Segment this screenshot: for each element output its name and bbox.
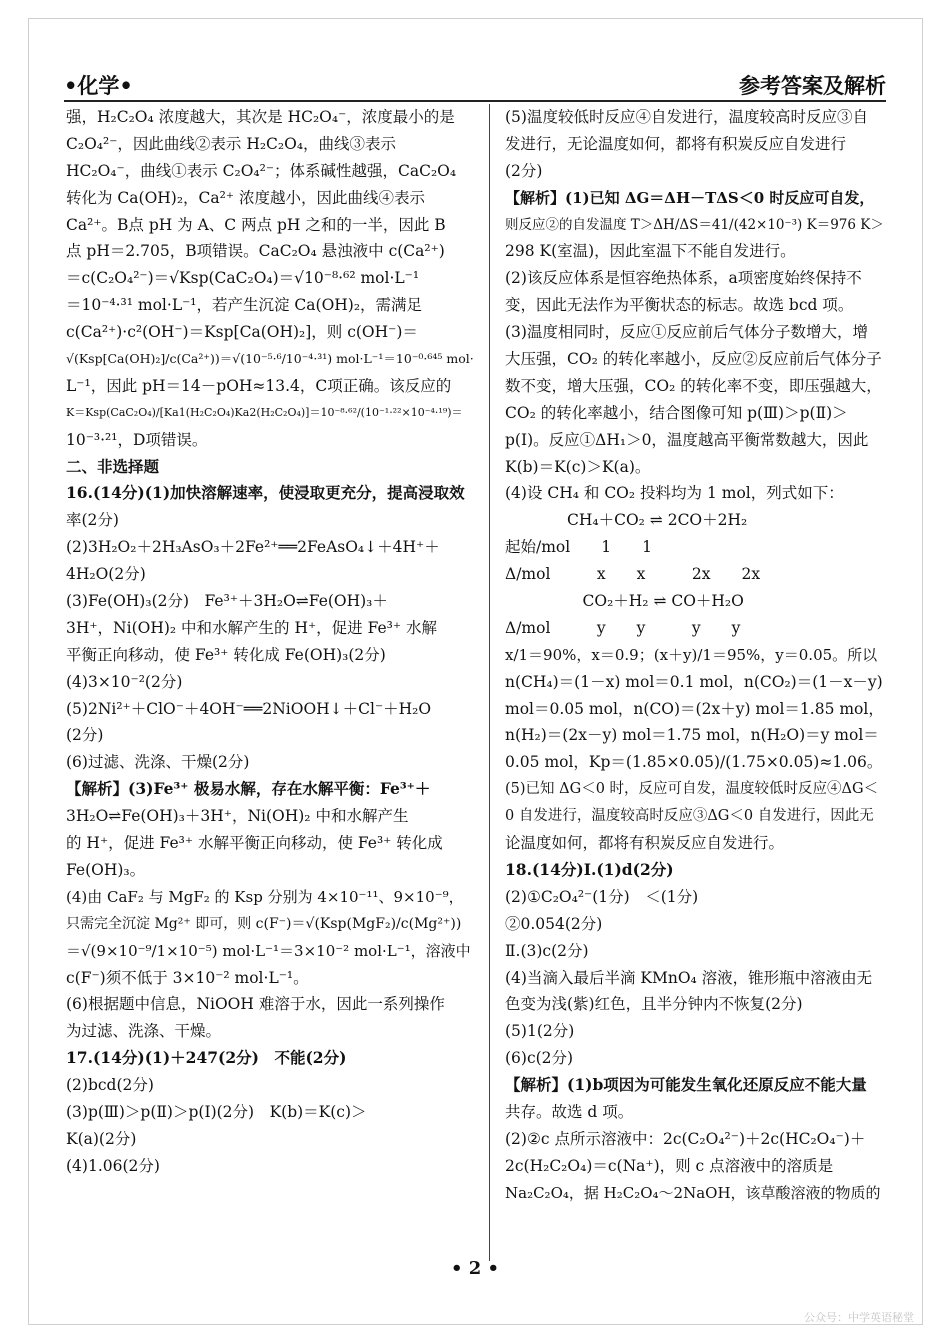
text-line: 2c(H₂C₂O₄)＝c(Na⁺)，则 c 点溶液中的溶质是 [505,1156,834,1175]
text-line: (5)2Ni²⁺＋ClO⁻＋4OH⁻══2NiOOH↓＋Cl⁻＋H₂O [66,699,432,718]
text-line: 3H₂O⇌Fe(OH)₃＋3H⁺，Ni(OH)₂ 中和水解产生 [66,807,409,826]
text-line: p(Ⅰ)。反应①ΔH₁＞0，温度越高平衡常数越大，因此 [505,430,869,449]
text-line: (2分) [505,161,543,180]
text-line: Δ/mol x x 2x 2x [505,565,761,584]
text-line: 10⁻³·²¹，D项错误。 [66,430,208,449]
text-line: L⁻¹，因此 pH＝14－pOH≈13.4，C项正确。该反应的 [66,376,452,395]
watermark: 公众号：中学英语秘堂 [804,1311,914,1324]
page-header [64,66,886,102]
text-line: c(Ca²⁺)·c²(OH⁻)＝Ksp[Ca(OH)₂]，则 c(OH⁻)＝ [66,323,418,342]
text-line: 共存。故选 d 项。 [505,1102,634,1121]
text-line: √(Ksp[Ca(OH)₂]/c(Ca²⁺))＝√(10⁻⁵·⁶/10⁻⁴·³¹) mol·L⁻¹＝10⁻⁰·⁶⁴⁵ mol· [66,351,474,367]
text-line: CH₄＋CO₂ ⇌ 2CO＋2H₂ [505,511,748,530]
text-line: K(b)＝K(c)＞K(a)。 [505,457,651,476]
text-line: CO₂＋H₂ ⇌ CO＋H₂O [505,592,744,611]
text-line: (3)温度相同时，反应①反应前后气体分子数增大，增 [505,323,868,342]
text-line: n(CH₄)＝(1－x) mol＝0.1 mol，n(CO₂)＝(1－x－y) [505,672,883,691]
text-line: 则反应②的自发温度 T＞ΔH/ΔS＝41/(42×10⁻³) K＝976 K＞ [505,216,884,233]
text-line: (2)该反应体系是恒容绝热体系，a项密度始终保持不 [505,269,862,288]
text-line: 平衡正向移动，使 Fe³⁺ 转化成 Fe(OH)₃(2分) [66,645,386,664]
text-line: CO₂ 的转化率越小，结合图像可知 p(Ⅲ)＞p(Ⅱ)＞ [505,403,848,422]
text-line: (2)3H₂O₂＋2H₃AsO₃＋2Fe²⁺══2FeAsO₄↓＋4H⁺＋ [66,538,440,557]
text-line: (3)Fe(OH)₃(2分) Fe³⁺＋3H₂O⇌Fe(OH)₃＋ [66,592,388,611]
text-line: 发进行，无论温度如何，都将有积炭反应自发进行 [505,134,847,153]
text-line: ＝10⁻⁴·³¹ mol·L⁻¹，若产生沉淀 Ca(OH)₂，需满足 [66,296,423,315]
text-line: 率(2分) [66,511,119,530]
text-line: (4)设 CH₄ 和 CO₂ 投料均为 1 mol，列式如下： [505,484,844,503]
text-line: Δ/mol y y y y [505,618,741,637]
text-line: (2)②c 点所示溶液中：2c(C₂O₄²⁻)＋2c(HC₂O₄⁻)＋ [505,1129,866,1148]
text-line: (2分) [66,726,104,745]
text-line: ②0.054(2分) [505,914,603,933]
text-line: n(H₂)＝(2x－y) mol＝1.75 mol，n(H₂O)＝y mol＝ [505,726,879,745]
text-line: HC₂O₄⁻，曲线①表示 C₂O₄²⁻；体系碱性越强，CaC₂O₄ [66,161,457,180]
text-line: 点 pH＝2.705，B项错误。CaC₂O₄ 悬浊液中 c(Ca²⁺) [66,242,445,261]
text-line: 3H⁺，Ni(OH)₂ 中和水解产生的 H⁺，促进 Fe³⁺ 水解 [66,618,437,637]
text-line: Ⅱ.(3)c(2分) [505,941,589,960]
text-line: c(F⁻)须不低于 3×10⁻² mol·L⁻¹。 [66,968,309,987]
right-column [505,104,885,1207]
text-line: (3)p(Ⅲ)＞p(Ⅱ)＞p(Ⅰ)(2分) K(b)＝K(c)＞ [66,1102,367,1121]
text-line: 【解析】(1)b项因为可能发生氧化还原反应不能大量 [505,1075,867,1095]
text-line: 数不变，增大压强，CO₂ 的转化率不变，即压强越大， [505,376,882,395]
text-line: (5)1(2分) [505,1022,575,1041]
text-line: (2)bcd(2分) [66,1076,154,1095]
text-line: 只需完全沉淀 Mg²⁺ 即可，则 c(F⁻)＝√(Ksp(MgF₂)/c(Mg²⁺)) [66,915,462,932]
text-line: x/1＝90%，x＝0.9；(x＋y)/1＝95%，y＝0.05。所以 [505,645,878,664]
text-line: ＝√(9×10⁻⁹/1×10⁻⁵) mol·L⁻¹＝3×10⁻² mol·L⁻¹，溶液中 [66,941,471,960]
text-line: 18.(14分)Ⅰ.(1)d(2分) [505,859,674,879]
text-line: 转化为 Ca(OH)₂，Ca²⁺ 浓度越小，因此曲线④表示 [66,188,425,207]
text-line: 【解析】(1)已知 ΔG＝ΔH－TΔS＜0 时反应可自发， [505,188,875,207]
text-line: (4)3×10⁻²(2分) [66,672,183,691]
page-number: • 2 • [450,1258,500,1279]
text-line: 二、非选择题 [66,456,160,476]
text-line: Fe(OH)₃。 [66,860,146,879]
text-line: ＝c(C₂O₄²⁻)＝√Ksp(CaC₂O₄)＝√10⁻⁸·⁶² mol·L⁻¹ [66,269,420,288]
text-line: 17.(14分)(1)＋247(2分) 不能(2分) [66,1048,347,1068]
text-line: 的 H⁺，促进 Fe³⁺ 水解平衡正向移动，使 Fe³⁺ 转化成 [66,834,443,853]
text-line: 变，因此无法作为平衡状态的标志。故选 bcd 项。 [505,296,854,315]
text-line: 【解析】(3)Fe³⁺ 极易水解，存在水解平衡：Fe³⁺＋ [66,779,431,799]
text-line: (4)1.06(2分) [66,1156,160,1175]
column-divider [489,104,490,1261]
text-line: 为过滤、洗涤、干燥。 [66,1022,222,1041]
left-column [66,104,474,1180]
text-line: 4H₂O(2分) [66,565,146,584]
text-line: (6)根据题中信息，NiOOH 难溶于水，因此一系列操作 [66,995,445,1014]
text-line: 298 K(室温)，因此室温下不能自发进行。 [505,242,796,261]
text-line: 色变为浅(紫)红色，且半分钟内不恢复(2分) [505,995,803,1014]
text-line: K＝Ksp(CaC₂O₄)/[Ka1(H₂C₂O₄)Ka2(H₂C₂O₄)]＝10⁻⁸·⁶²/(10⁻¹·²²×10⁻⁴·¹⁹)＝ [66,405,463,419]
text-line: 论温度如何，都将有积炭反应自发进行。 [505,834,785,853]
text-line: mol＝0.05 mol，n(CO)＝(2x＋y) mol＝1.85 mol， [505,699,884,718]
section-title: 参考答案及解析 [739,73,886,98]
text-line: 16.(14分)(1)加快溶解速率，使浸取更充分，提高浸取效 [66,483,465,503]
text-line: 0.05 mol，Kp＝(1.85×0.05)/(1.75×0.05)≈1.06。 [505,753,883,772]
text-line: (5)温度较低时反应④自发进行，温度较高时反应③自 [505,108,868,126]
text-line: K(a)(2分) [66,1129,137,1148]
text-line: Na₂C₂O₄，据 H₂C₂O₄～2NaOH，该草酸溶液的物质的 [505,1183,881,1202]
text-line: 0 自发进行，温度较高时反应③ΔG＜0 自发进行，因此无 [505,808,874,825]
subject-title: •化学• [64,73,133,98]
text-line: (4)由 CaF₂ 与 MgF₂ 的 Ksp 分别为 4×10⁻¹¹、9×10⁻⁹， [66,887,464,906]
text-line: (4)当滴入最后半滴 KMnO₄ 溶液，锥形瓶中溶液由无 [505,968,873,987]
text-line: 起始/mol 1 1 [505,538,652,557]
text-line: (6)过滤、洗涤、干燥(2分) [66,753,250,772]
text-line: (5)已知 ΔG＜0 时，反应可自发，温度较低时反应④ΔG＜ [505,781,879,798]
text-line: 强，H₂C₂O₄ 浓度越大，其次是 HC₂O₄⁻，浓度最小的是 [66,108,455,126]
text-line: Ca²⁺。B点 pH 为 A、C 两点 pH 之和的一半，因此 B [66,215,446,234]
text-line: (6)c(2分) [505,1049,574,1068]
text-line: (2)①C₂O₄²⁻(1分) ＜(1分) [505,887,699,906]
text-line: 大压强，CO₂ 的转化率越小，反应②反应前后气体分子 [505,350,882,369]
text-line: C₂O₄²⁻，因此曲线②表示 H₂C₂O₄，曲线③表示 [66,134,397,153]
